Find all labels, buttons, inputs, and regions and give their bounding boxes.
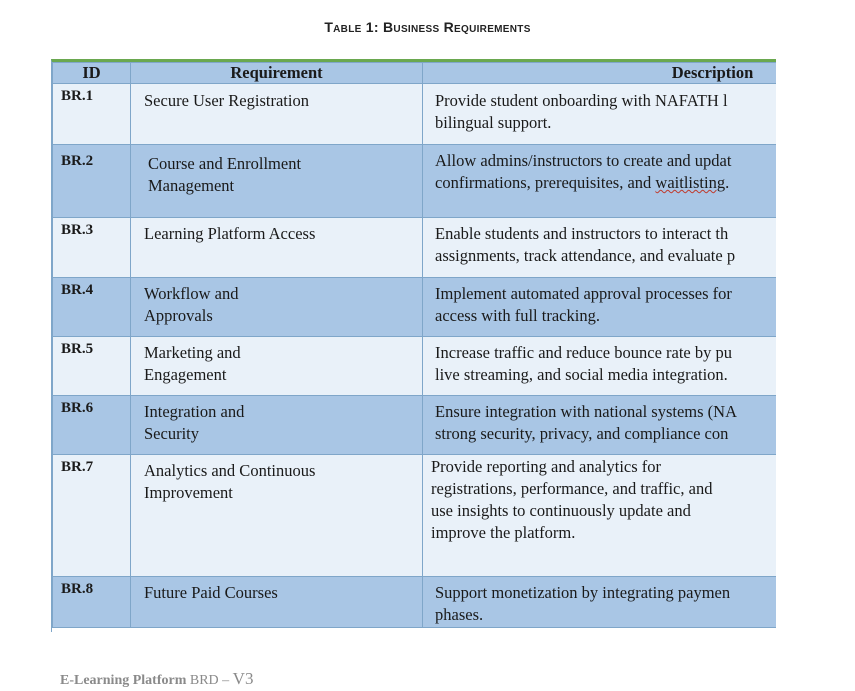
requirements-table [52,62,776,628]
row-description [423,84,777,145]
requirement-line: Engagement [144,365,227,384]
table-caption: Table 1: Business Requirements [324,19,531,35]
header-requirement: Requirement [131,63,423,84]
requirement-line: Improvement [144,483,233,502]
requirement-line: Secure User Registration [144,91,309,110]
row-description [423,337,777,396]
table-row [53,455,777,577]
requirement-line: Marketing and [144,343,241,362]
row-description [423,577,777,628]
row-id: BR.8 [53,577,131,628]
row-description [423,145,777,218]
requirement-line: Workflow and [144,284,239,303]
description-line: Implement automated approval processes for [435,284,732,303]
row-description [423,455,777,577]
description-line: phases. [435,605,484,624]
requirement-line: Security [144,424,199,443]
table-row [53,396,777,455]
row-id: BR.5 [53,337,131,396]
row-requirement [131,337,423,396]
table-header-row [53,63,777,84]
row-requirement [131,455,423,577]
page-footer [60,669,253,689]
row-id: BR.1 [53,84,131,145]
description-line: Increase traffic and reduce bounce rate by pu [435,343,732,362]
description-line: improve the platform. [431,523,576,542]
requirement-line: Learning Platform Access [144,224,316,243]
row-requirement [131,84,423,145]
requirement-line: Approvals [144,306,213,325]
footer-doc: BRD – [189,673,233,688]
footer-version: V3 [232,669,254,688]
requirement-line: Management [148,176,235,195]
description-line: registrations, performance, and traffic, and [431,479,713,498]
requirement-line: Analytics and Continuous [144,461,316,480]
row-requirement [131,145,423,218]
description-line: live streaming, and social media integration. [435,365,728,384]
table-row [53,577,777,628]
row-id: BR.6 [53,396,131,455]
row-requirement [131,218,423,278]
description-line: strong security, privacy, and compliance con [435,424,729,443]
description-line: access with full tracking. [435,306,600,325]
header-description: Description [423,63,777,84]
description-line: bilingual support. [435,113,552,132]
description-line: use insights to continuously update and [431,501,691,520]
footer-title: E-Learning Platform [60,673,187,688]
row-description [423,278,777,337]
row-description [423,396,777,455]
row-id: BR.7 [53,455,131,577]
description-line: . [725,173,730,192]
table-row [53,145,777,218]
requirement-line: Integration and [144,402,245,421]
description-line: Ensure integration with national systems (NA [435,402,737,421]
description-line: Provide reporting and analytics for [431,457,662,476]
description-line: Enable students and instructors to interact th [435,224,729,243]
description-line: confirmations, prerequisites, and [435,173,656,192]
requirement-line: Future Paid Courses [144,583,278,602]
table-row [53,84,777,145]
table-row [53,337,777,396]
row-requirement [131,577,423,628]
header-id: ID [53,63,131,84]
row-id: BR.2 [53,145,131,218]
row-id: BR.4 [53,278,131,337]
description-line: Provide student onboarding with NAFATH l [435,91,728,110]
table-row [53,278,777,337]
row-requirement [131,278,423,337]
row-requirement [131,396,423,455]
description-line: Support monetization by integrating paymen [435,583,731,602]
row-description [423,218,777,278]
requirement-line: Course and Enrollment [148,154,302,173]
table-row [53,218,777,278]
row-id: BR.3 [53,218,131,278]
requirements-table-wrapper [51,59,776,632]
description-line: Allow admins/instructors to create and updat [435,151,732,170]
spellcheck-word: waitlisting [655,173,726,192]
description-line: assignments, track attendance, and evaluate p [435,246,736,265]
